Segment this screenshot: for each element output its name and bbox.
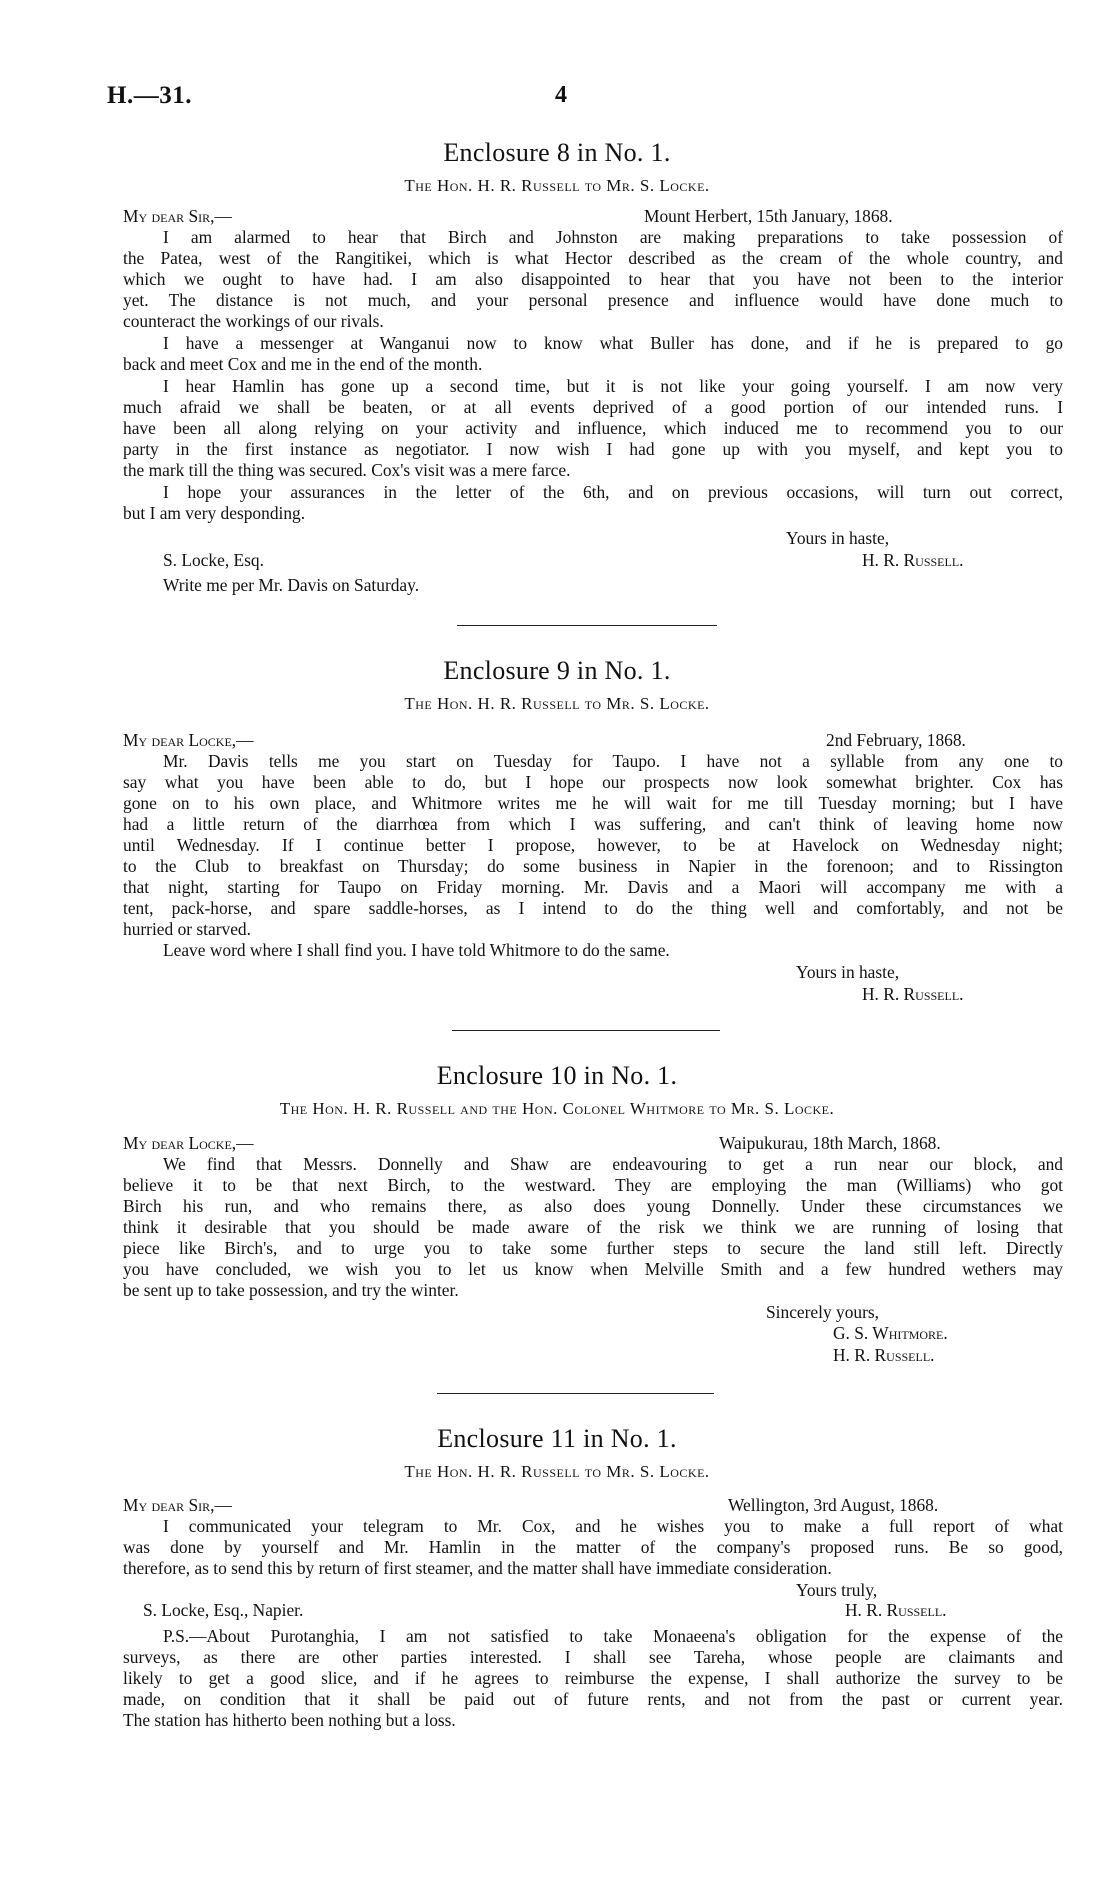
letter-line: therefore, as to send this by return of first steamer, and the matter shall have immediate consideration. xyxy=(123,1558,832,1578)
letter-line: have been all along relying on your activity and influence, which induced me to recommend you to our xyxy=(123,418,1063,438)
closing: Yours in haste, xyxy=(786,528,890,548)
document-reference: H.—31. xyxy=(107,82,192,109)
enclosure-8-title: Enclosure 8 in No. 1. xyxy=(443,138,671,167)
letter-line: was done by yourself and Mr. Hamlin in the matter of the company's proposed runs. Be so good, xyxy=(123,1537,1063,1557)
enclosure-10-title: Enclosure 10 in No. 1. xyxy=(436,1061,678,1090)
place-date: Wellington, 3rd August, 1868. xyxy=(728,1495,939,1515)
letter-line: piece like Birch's, and to urge you to take some further steps to secure the land still left. Directly xyxy=(123,1238,1063,1258)
letter-line: gone on to his own place, and Whitmore writes me he will wait for me till Tuesday morning; but I have xyxy=(123,793,1063,813)
letter-line: I have a messenger at Wanganui now to know what Buller has done, and if he is prepared to go xyxy=(163,333,1063,353)
place-date: Mount Herbert, 15th January, 1868. xyxy=(644,206,893,226)
letter-line: Mr. Davis tells me you start on Tuesday for Taupo. I have not a syllable from any one to xyxy=(163,751,1063,771)
section-divider xyxy=(452,1030,720,1031)
letter-line: counteract the workings of our rivals. xyxy=(123,311,384,331)
signature: H. R. Russell. xyxy=(862,984,964,1004)
section-divider xyxy=(457,625,717,626)
signature: H. R. Russell. xyxy=(862,550,964,570)
letter-line: but I am very desponding. xyxy=(123,503,306,523)
letter-line: think it desirable that you should be made aware of the risk we think we are running of losing that xyxy=(123,1217,1063,1237)
salutation: My dear Locke,— xyxy=(123,1133,254,1153)
enclosure-11-title: Enclosure 11 in No. 1. xyxy=(437,1424,677,1453)
letter-line: I hope your assurances in the letter of the 6th, and on previous occasions, will turn out correct, xyxy=(163,482,1063,502)
letter-line: I am alarmed to hear that Birch and Johnston are making preparations to take possession of xyxy=(163,227,1063,247)
letter-line: party in the first instance as negotiator. I now wish I had gone up with you myself, and kept you to xyxy=(123,439,1063,459)
salutation: My dear Locke,— xyxy=(123,730,254,750)
letter-line: tent, pack-horse, and spare saddle-horses, as I intend to do the thing well and comfortably, and not be xyxy=(123,898,1063,918)
letter-line: We find that Messrs. Donnelly and Shaw are endeavouring to get a run near our block, and xyxy=(163,1154,1063,1174)
letter-line: say what you have been able to do, but I hope our prospects now look somewhat brighter. Cox has xyxy=(123,772,1063,792)
letter-line: Leave word where I shall find you. I have told Whitmore to do the same. xyxy=(163,940,670,960)
postscript-line: made, on condition that it shall be paid out of future rents, and not from the past or current year. xyxy=(123,1689,1063,1709)
enclosure-9-title: Enclosure 9 in No. 1. xyxy=(443,656,671,685)
signature: G. S. Whitmore. xyxy=(833,1323,948,1343)
postscript: Write me per Mr. Davis on Saturday. xyxy=(163,575,420,595)
letter-line: which we ought to have had. I am also disappointed to hear that you have not been to the interior xyxy=(123,269,1063,289)
letter-line: had a little return of the diarrhœa from which I was suffering, and can't think of leaving home now xyxy=(123,814,1063,834)
letter-line: the Patea, west of the Rangitikei, which is what Hector described as the cream of the whole country, and xyxy=(123,248,1063,268)
letter-line: hurried or starved. xyxy=(123,919,251,939)
enclosure-8-subtitle: The Hon. H. R. Russell to Mr. S. Locke. xyxy=(404,176,710,195)
letter-line: you have concluded, we wish you to let us know when Melville Smith and a few hundred wethers may xyxy=(123,1259,1063,1279)
letter-line: I communicated your telegram to Mr. Cox, and he wishes you to make a full report of what xyxy=(163,1516,1063,1536)
letter-line: until Wednesday. If I continue better I propose, however, to be at Havelock on Wednesday night; xyxy=(123,835,1063,855)
letter-line: yet. The distance is not much, and your personal presence and influence would have done much to xyxy=(123,290,1063,310)
letter-line: much afraid we shall be beaten, or at all events deprived of a good portion of our intended runs. I xyxy=(123,397,1063,417)
place-date: 2nd February, 1868. xyxy=(826,730,966,750)
letter-line: that night, starting for Taupo on Friday morning. Mr. Davis and a Maori will accompany me with a xyxy=(123,877,1063,897)
closing: Yours truly, xyxy=(796,1580,878,1600)
addressee: S. Locke, Esq. xyxy=(163,550,264,570)
closing: Yours in haste, xyxy=(796,962,900,982)
section-divider xyxy=(437,1393,714,1394)
letter-line: to the Club to breakfast on Thursday; do some business in Napier in the forenoon; and to Rissington xyxy=(123,856,1063,876)
enclosure-9-subtitle: The Hon. H. R. Russell to Mr. S. Locke. xyxy=(404,694,710,713)
closing: Sincerely yours, xyxy=(766,1302,880,1322)
salutation: My dear Sir,— xyxy=(123,206,232,226)
letter-line: I hear Hamlin has gone up a second time, but it is not like your going yourself. I am now very xyxy=(163,376,1063,396)
letter-line: Birch his run, and who remains there, as also does young Donnelly. Under these circumstances we xyxy=(123,1196,1063,1216)
postscript-line: The station has hitherto been nothing but a loss. xyxy=(123,1710,456,1730)
letter-line: the mark till the thing was secured. Cox's visit was a mere farce. xyxy=(123,460,571,480)
postscript-line: surveys, as there are other parties interested. I shall see Tareha, whose people are claimants and xyxy=(123,1647,1063,1667)
place-date: Waipukurau, 18th March, 1868. xyxy=(719,1133,941,1153)
postscript-line: likely to get a good slice, and if he agrees to reimburse the expense, I shall authorize the survey to be xyxy=(123,1668,1063,1688)
page-number: 4 xyxy=(555,82,567,108)
letter-line: be sent up to take possession, and try the winter. xyxy=(123,1280,459,1300)
letter-line: believe it to be that next Birch, to the westward. They are employing the man (Williams) who got xyxy=(123,1175,1063,1195)
postscript-line: P.S.—About Purotanghia, I am not satisfied to take Monaeena's obligation for the expense of the xyxy=(163,1626,1063,1646)
salutation: My dear Sir,— xyxy=(123,1495,232,1515)
letter-line: back and meet Cox and me in the end of the month. xyxy=(123,354,483,374)
signature: H. R. Russell. xyxy=(833,1345,935,1365)
enclosure-11-subtitle: The Hon. H. R. Russell to Mr. S. Locke. xyxy=(404,1462,710,1481)
addressee: S. Locke, Esq., Napier. xyxy=(143,1600,304,1620)
signature: H. R. Russell. xyxy=(845,1600,947,1620)
enclosure-10-subtitle: The Hon. H. R. Russell and the Hon. Colonel Whitmore to Mr. S. Locke. xyxy=(279,1099,835,1118)
